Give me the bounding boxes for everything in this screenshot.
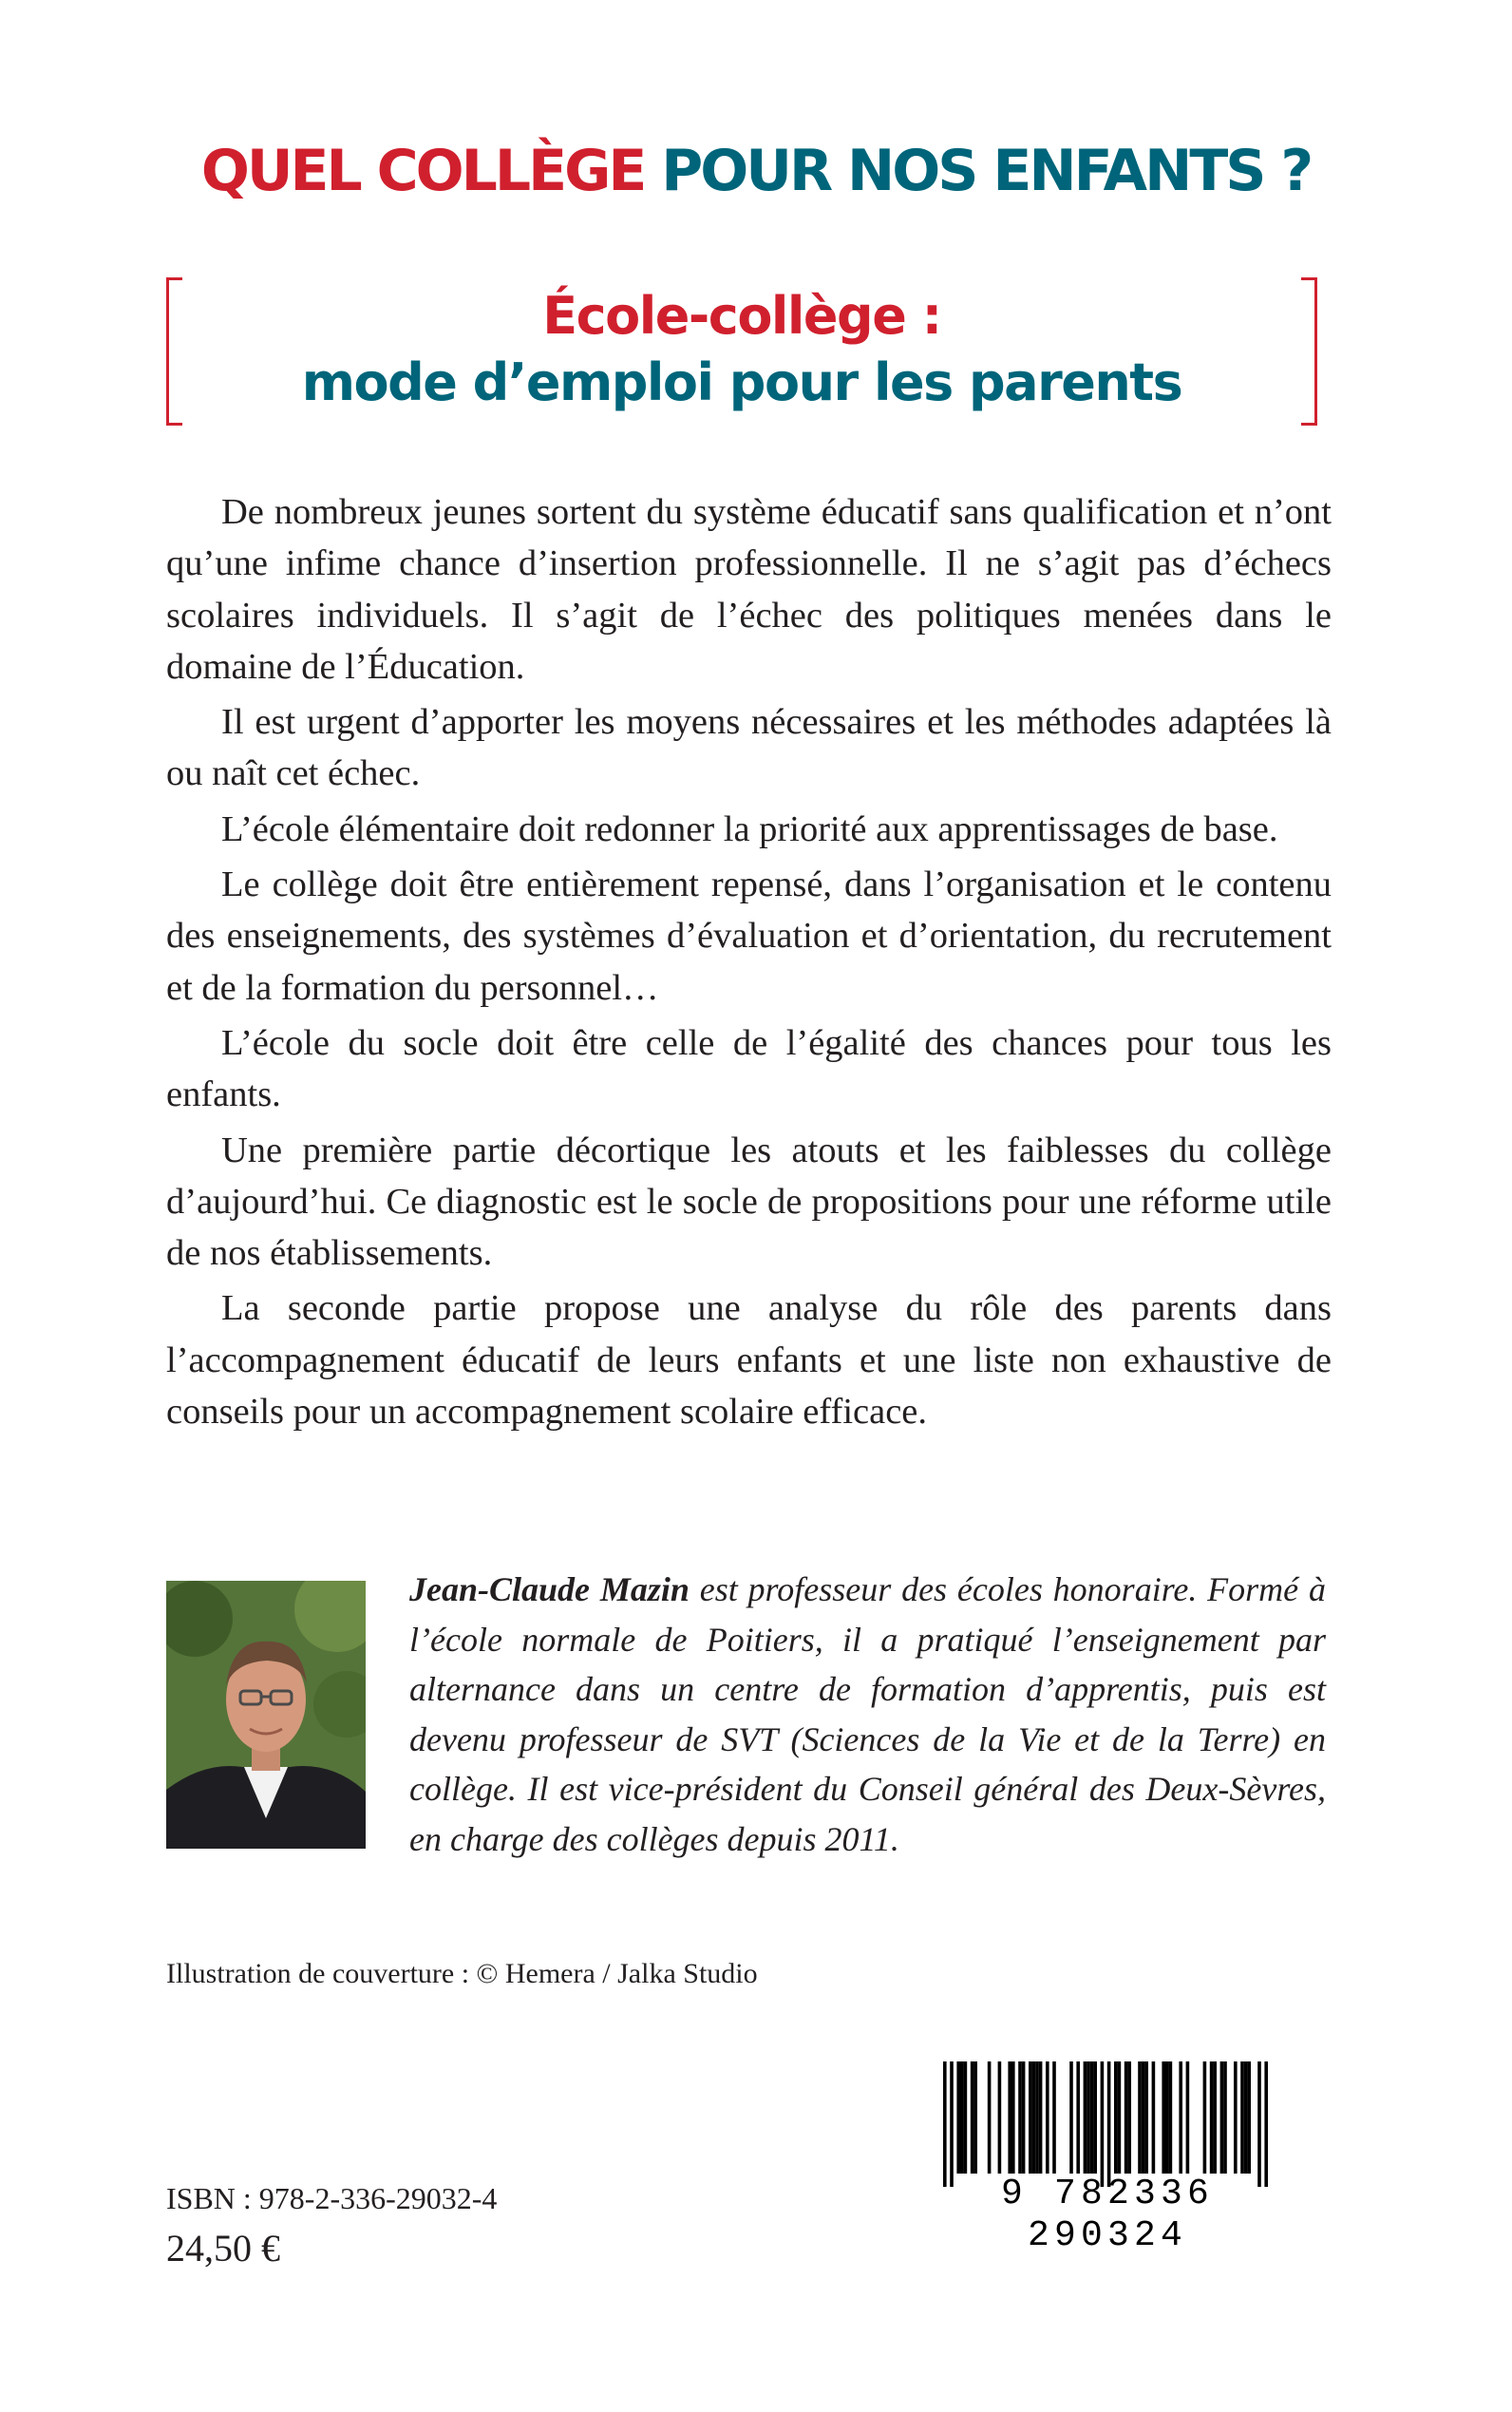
author-bio <box>409 1565 1326 1864</box>
barcode-bar <box>1186 2061 1190 2174</box>
subtitle-line-2: mode d’emploi pour les parents <box>301 352 1182 412</box>
isbn: ISBN : 978-2-336-29032-4 <box>166 2181 498 2215</box>
barcode-bar <box>1179 2061 1182 2174</box>
barcode-bar <box>1011 2061 1015 2174</box>
barcode-bar <box>1264 2061 1268 2187</box>
barcode-bar <box>973 2061 977 2174</box>
barcode-bar <box>1032 2061 1036 2174</box>
barcode-bar <box>1152 2061 1156 2174</box>
barcode-bar <box>1138 2061 1142 2174</box>
blurb-paragraph: Le collège doit être entièrement repensé, dans l’organisation et le contenu des enseignements, des systèmes d’évaluation et d’orientation, du recrutement et de la formation du personnel… <box>166 864 1332 1008</box>
barcode-bar <box>1203 2061 1207 2174</box>
author-portrait-illustration <box>166 1581 366 1849</box>
barcode-bar <box>971 2061 974 2174</box>
barcode-bar <box>988 2061 992 2174</box>
barcode-bar <box>1022 2061 1026 2174</box>
barcode-bar <box>1244 2061 1248 2174</box>
barcode-bar <box>1220 2061 1224 2174</box>
author-bio-text: est professeur des écoles honoraire. Formé à l’école normale de Poitiers, il a pratiqué l’enseignement par alternance dans un centre de formation d’apprentis, puis est devenu professeur de SVT (Sciences de la Vie et de la Terre) en collège. Il est vice-président du Conseil général des Deux-Sèvres, en charge des collèges depuis 2011. <box>409 1570 1326 1858</box>
barcode-bar <box>1118 2061 1122 2174</box>
barcode-bar <box>1018 2061 1022 2174</box>
barcode-bar <box>1008 2061 1011 2174</box>
blurb-paragraph: L’école élémentaire doit redonner la priorité aux apprentissages de base. <box>221 808 1278 849</box>
barcode-bar <box>1142 2061 1145 2174</box>
barcode-bar <box>1029 2061 1032 2174</box>
blurb-paragraph: Une première partie décortique les atouts et les faiblesses du collège d’aujourd’hui. Ce diagnostic est le socle de propositions pour une réforme utile de nos établissements. <box>166 1130 1332 1274</box>
barcode-bar <box>943 2061 947 2187</box>
barcode-bar <box>1107 2061 1111 2187</box>
blurb-paragraph: Il est urgent d’apporter les moyens nécessaires et les méthodes adaptées là ou naît cet échec. <box>166 702 1332 794</box>
barcode-bar <box>1046 2061 1049 2174</box>
barcode-bar <box>1257 2061 1261 2187</box>
barcode-bar <box>1240 2061 1244 2174</box>
barcode-bar <box>1039 2061 1043 2174</box>
author-photo <box>166 1581 366 1849</box>
barcode-bar <box>1090 2061 1094 2174</box>
barcode-bar <box>1247 2061 1251 2174</box>
blurb-paragraph: L’école du socle doit être celle de l’égalité des chances pour tous les enfants. <box>166 1022 1332 1115</box>
barcode-bar <box>1052 2061 1056 2174</box>
barcode-bar <box>1125 2061 1128 2174</box>
barcode-digits: 9 782336 290324 <box>1000 2174 1215 2256</box>
series-title-part1: QUEL COLLÈGE <box>200 138 645 204</box>
barcode-bar <box>1162 2061 1165 2174</box>
barcode-bar <box>1213 2061 1217 2174</box>
author-name: Jean-Claude Mazin <box>409 1570 690 1608</box>
cover-credit: Illustration de couverture : © Hemera / Jalka Studio <box>166 1958 758 1989</box>
barcode-bar <box>1035 2061 1039 2174</box>
barcode-bar <box>1084 2061 1087 2174</box>
barcode-bar <box>950 2061 954 2187</box>
barcode-bar <box>1127 2061 1131 2174</box>
price: 24,50 € <box>166 2227 280 2270</box>
barcode-bar <box>1144 2061 1148 2174</box>
barcode-bar <box>1165 2061 1169 2174</box>
barcode-bar <box>998 2061 1002 2174</box>
series-title <box>0 138 1512 204</box>
blurb-text <box>166 486 1332 1441</box>
barcode-bar <box>1234 2061 1238 2174</box>
barcode-bar <box>1101 2061 1105 2187</box>
barcode-bar <box>964 2061 968 2174</box>
barcode-bar <box>1093 2061 1097 2174</box>
barcode-bar <box>1223 2061 1227 2174</box>
series-title-part2: POUR NOS ENFANTS ? <box>661 138 1312 204</box>
blurb-paragraph: De nombreux jeunes sortent du système éducatif sans qualification et n’ont qu’une infime chance d’insertion professionnelle. Il ne s’agit pas d’échecs scolaires individuels. Il s’agit de l’échec des politiques menées dans le domaine de l’Éducation. <box>166 492 1332 687</box>
blurb-paragraph: La seconde partie propose une analyse du rôle des parents dans l’accompagnement éducatif de leurs enfants et une liste non exhaustive de conseils pour un accompagnement scolaire efficace. <box>166 1288 1332 1433</box>
barcode-bar <box>1210 2061 1214 2174</box>
barcode-bar <box>1069 2061 1073 2174</box>
barcode-bar <box>1114 2061 1118 2174</box>
barcode-bar <box>960 2061 964 2174</box>
barcode-bar <box>1076 2061 1080 2174</box>
subtitle-block <box>166 277 1317 422</box>
barcode-bar <box>956 2061 960 2174</box>
barcode-bar <box>1169 2061 1173 2174</box>
barcode-bar <box>1087 2061 1090 2174</box>
subtitle-line-1: École-collège : <box>542 286 941 346</box>
